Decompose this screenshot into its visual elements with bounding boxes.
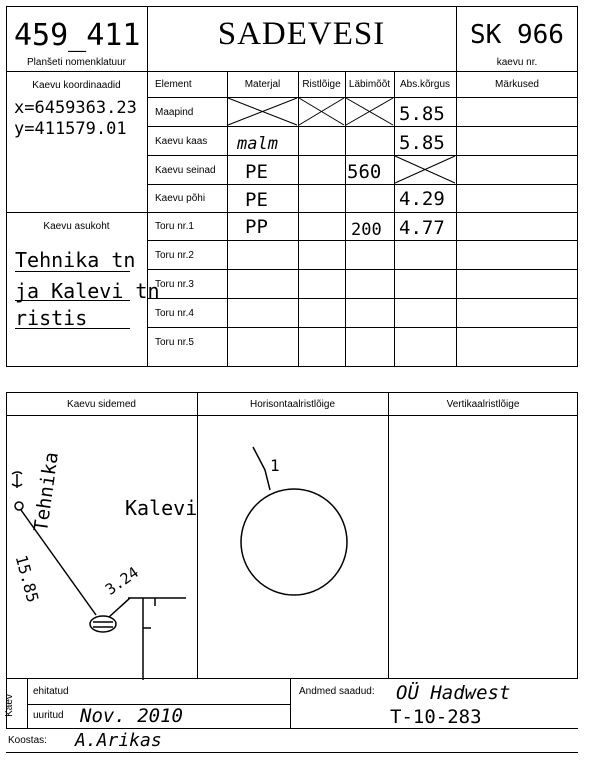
cell-materjal: PP — [245, 216, 268, 238]
col-header-markused: Märkused — [495, 79, 539, 90]
sketch-header-vertikaal: Vertikaalristlõige — [446, 399, 520, 410]
cell-labimoot: 200 — [351, 220, 382, 240]
cell-abs: 4.77 — [399, 217, 445, 239]
street-label-tehnika: Tehnika — [30, 450, 63, 534]
andmed-value-2: T-10-283 — [390, 706, 482, 728]
andmed-value-1: OÜ Hadwest — [396, 682, 511, 704]
cell-materjal: PE — [245, 189, 268, 211]
pipe-number: 1 — [270, 456, 280, 475]
location-line-2: ja Kalevi tn — [15, 279, 160, 303]
col-header-ristloige: Ristlõige — [302, 79, 341, 90]
kaev-label: Kaev — [3, 694, 15, 717]
row-element: Toru nr.1 — [155, 221, 194, 232]
location-line-3: ristis — [15, 306, 88, 330]
coordinate-y: y=411579.01 — [14, 119, 127, 139]
row-element: Toru nr.3 — [155, 279, 194, 290]
cell-materjal: PE — [245, 161, 268, 183]
row-element: Kaevu kaas — [155, 136, 208, 147]
row-element: Toru nr.2 — [155, 250, 194, 261]
sketch-header-sidemed: Kaevu sidemed — [67, 399, 136, 410]
row-element: Kaevu seinad — [155, 165, 216, 176]
location-label: Kaevu asukoht — [43, 221, 110, 232]
nomenklatuur-label: Planšeti nomenklatuur — [27, 57, 126, 68]
col-header-element: Element — [155, 79, 192, 90]
cell-labimoot: 560 — [347, 161, 382, 183]
col-header-labimoot: Läbimõõt — [348, 79, 391, 90]
row-element: Maapind — [155, 107, 194, 118]
kaevu-nr-label: kaevu nr. — [496, 57, 538, 68]
uuritud-value: Nov. 2010 — [80, 705, 183, 727]
nomenklatuur-value: 459_411 — [14, 18, 141, 53]
row-element: Kaevu põhi — [155, 193, 206, 204]
coordinates-label: Kaevu koordinaadid — [32, 80, 121, 91]
uuritud-label: uuritud — [33, 710, 64, 721]
distance-label-1: 15.85 — [11, 553, 43, 605]
koostas-label: Koostas: — [8, 735, 47, 746]
row-element: Toru nr.4 — [155, 308, 194, 319]
street-label-kalevi: Kalevi — [125, 496, 198, 520]
page-title: SADEVESI — [217, 16, 386, 52]
coordinate-x: x=6459363.23 — [14, 98, 137, 118]
cell-abs: 5.85 — [399, 132, 445, 154]
row-element: Toru nr.5 — [155, 337, 194, 348]
cell-abs: 4.29 — [399, 188, 445, 210]
andmed-label: Andmed saadud: — [299, 686, 375, 697]
sketch-frame — [6, 392, 578, 679]
cell-materjal: malm — [237, 134, 278, 154]
sketch-header-horisontaal: Horisontaalristlõige — [249, 399, 336, 410]
col-header-abs-korgus: Abs.kõrgus — [399, 79, 451, 90]
distance-label-2: 3.24 — [102, 563, 142, 599]
col-header-materjal: Materjal — [244, 79, 281, 90]
kaevu-nr-value: SK 966 — [470, 20, 564, 50]
cell-abs: 5.85 — [399, 103, 445, 125]
koostas-value: A.Arikas — [75, 730, 162, 751]
location-line-1: Tehnika tn — [15, 248, 136, 272]
ehitatud-label: ehitatud — [33, 686, 69, 697]
